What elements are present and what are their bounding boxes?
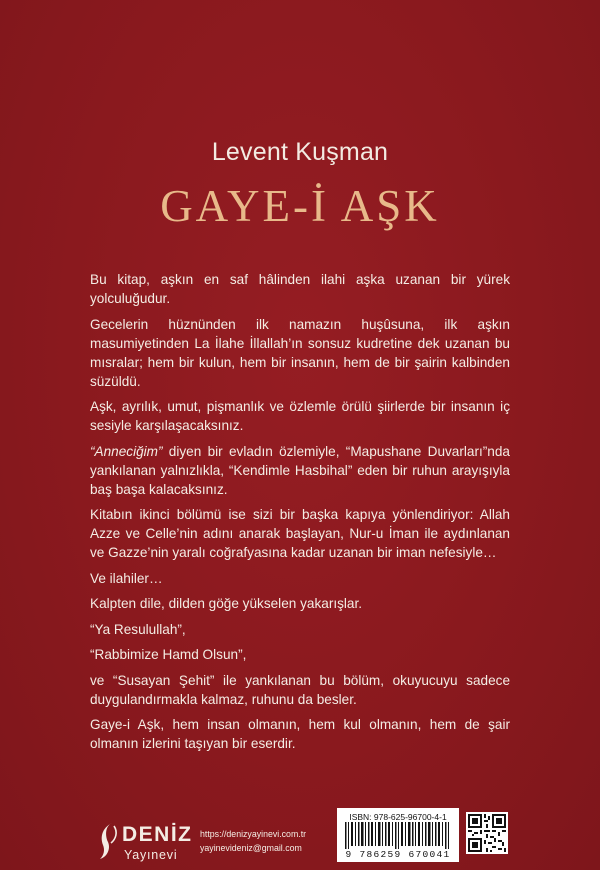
blurb-paragraph: Gaye-i Aşk, hem insan olmanın, hem kul olmanın, hem de şair olmanın izlerini taşıyan bir eserdir.: [90, 717, 510, 751]
ean-digits: 9 786259 670041: [345, 849, 451, 860]
isbn-label: ISBN: 978-625-96700-4-1: [349, 812, 447, 822]
publisher-logo: [94, 818, 194, 866]
book-title: GAYE-İ AŞK: [160, 181, 440, 231]
publisher-email[interactable]: yayinevideniz@gmail.com: [200, 843, 302, 853]
publisher-subname: Yayınevi: [124, 848, 178, 862]
blurb-paragraph: “Ya Resulullah”,: [90, 621, 186, 637]
publisher-contact: [200, 827, 306, 855]
publisher-name: DENİZ: [122, 823, 193, 846]
barcode-bars-icon: [345, 822, 451, 849]
blurb-paragraph: ve “Susayan Şehit” ile yankılanan bu bölüm, okuyucuyu sadece duygulandırmakla kalmaz, ruhunu da besler.: [90, 672, 510, 707]
blurb-paragraph: [90, 442, 510, 499]
blurb-paragraph: Bu kitap, aşkın en saf hâlinden ilahi aşka uzanan bir yürek yolculuğudur.: [90, 272, 510, 306]
blurb-text: diyen bir evladın özlemiyle, “Mapushane Duvarları”nda yankılanan yalnızlıkla, “Kendimle Hasbihal” eden bir ruhun arayışıyla baş başa kalacaksınız.: [90, 443, 510, 497]
deniz-logo-icon: [94, 820, 122, 862]
blurb-emphasis: “Anneciğim”: [90, 443, 163, 459]
author-name: Levent Kuşman: [211, 138, 389, 166]
blurb-paragraph: “Rabbimize Hamd Olsun”,: [90, 647, 247, 662]
qr-pattern: [468, 814, 506, 852]
blurb-paragraph: Kitabın ikinci bölümü ise sizi bir başka kapıya yönlendiriyor: Allah Azze ve Celle’nin adını anarak başlayan, Nur-u İman ile aydınlanan ve Gazze’nin yaralı coğrafyasına kadar uzanan bir iman nefesiyle…: [90, 507, 510, 560]
back-cover-blurb: [90, 270, 510, 760]
publisher-website[interactable]: https://denizyayinevi.com.tr: [200, 829, 307, 839]
blurb-paragraph: Aşk, ayrılık, umut, pişmanlık ve özlemle örülü şiirlerde bir insanın iç sesiyle karşılaşacaksınız.: [90, 399, 510, 433]
blurb-paragraph: Kalpten dile, dilden göğe yükselen yakarışlar.: [90, 596, 363, 611]
isbn-barcode: [337, 808, 459, 862]
qr-code-icon[interactable]: [466, 812, 508, 854]
blurb-paragraph: Ve ilahiler…: [90, 570, 163, 586]
blurb-paragraph: Gecelerin hüznünden ilk namazın huşûsuna, ilk aşkın masumiyetinden La İlahe İllallah’ın sonsuz kudretine dek uzanan bu mısralar; hem bir kulun, hem bir insanın, hem de bir şairin kalbinden süzüldü.: [90, 316, 510, 389]
